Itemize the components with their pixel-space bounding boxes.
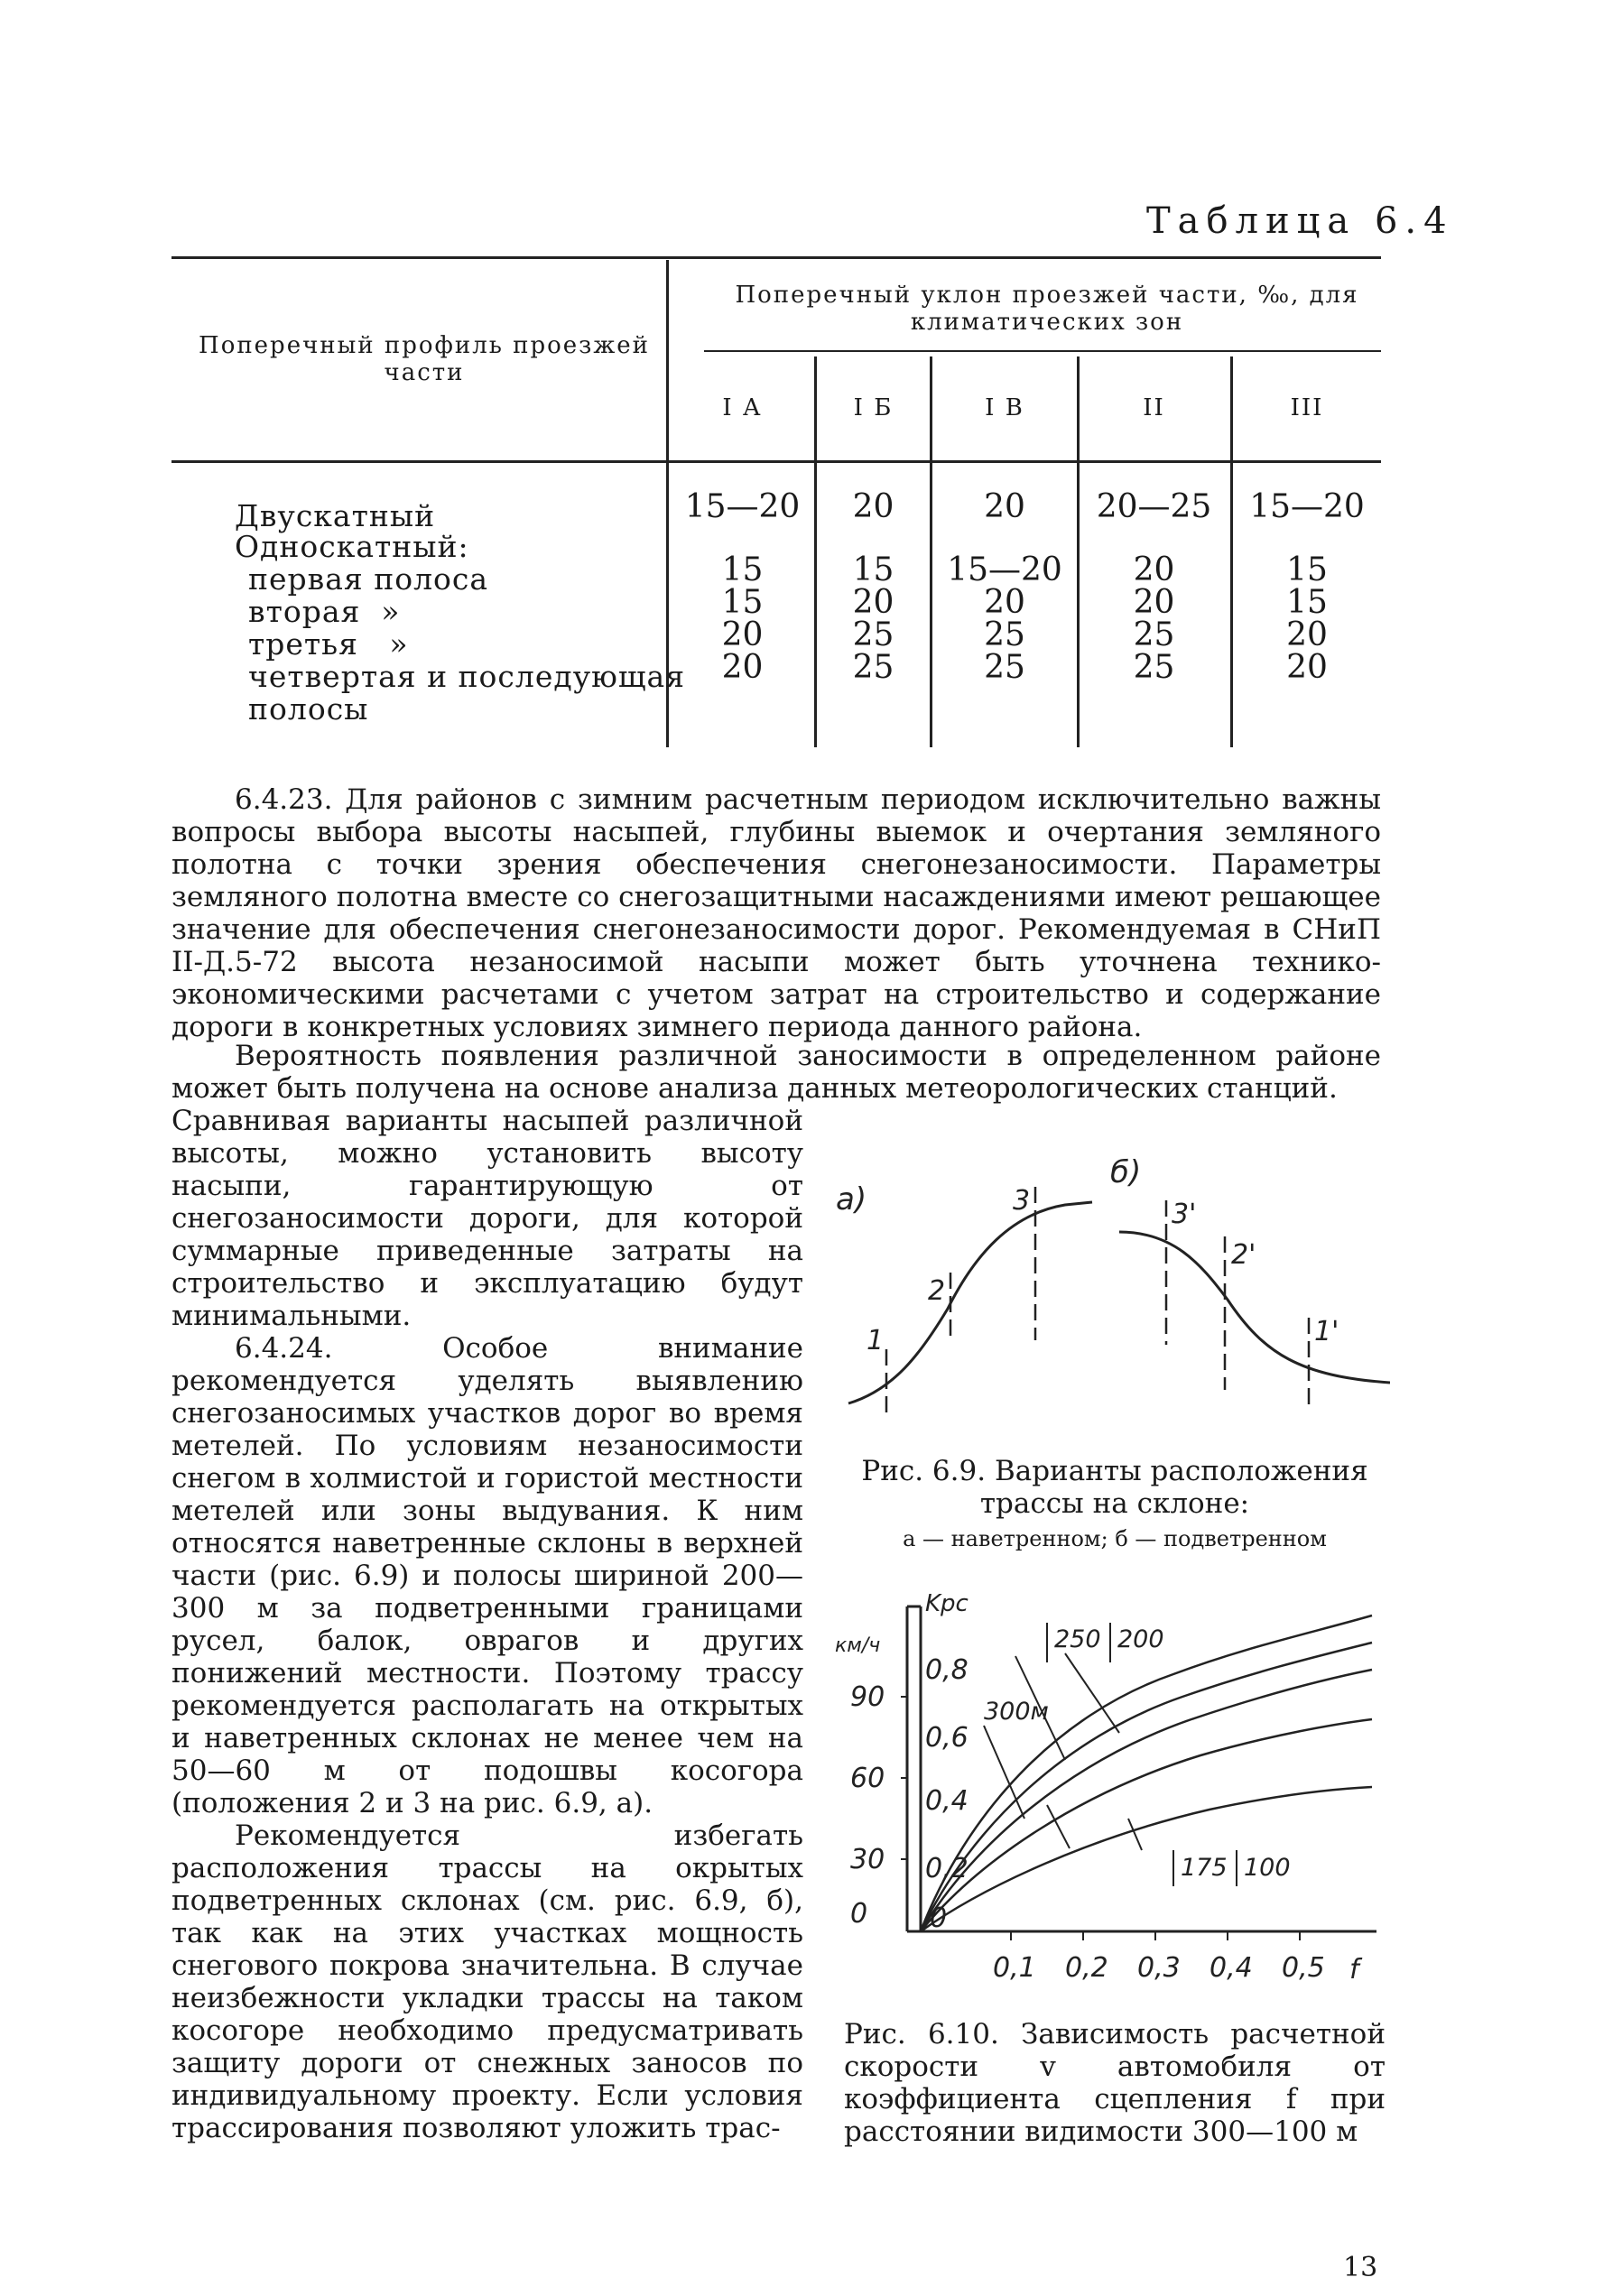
table-cell: 20 <box>984 488 1025 525</box>
paragraph <box>171 783 1381 1043</box>
zone-header: I А <box>722 394 763 421</box>
zone-header: I Б <box>853 394 894 421</box>
y-tick-label: 90 <box>850 1681 885 1713</box>
fig610-caption: Рис. 6.10. Зависимость расчетной скорости v автомобиля от коэффициента сцепления f при расстоянии видимости 300—100 м <box>844 2018 1386 2148</box>
figure-6-9 <box>830 1146 1390 1444</box>
x-tick-label: 0,3 <box>1137 1952 1181 1984</box>
zone-header: III <box>1290 394 1324 421</box>
table-cell: 15—20 <box>947 551 1062 588</box>
table-cell: 20 <box>1133 584 1175 621</box>
table-cell: 25 <box>1133 616 1175 653</box>
y-tick-label: 0 <box>850 1898 868 1930</box>
point-label: 1' <box>1314 1316 1339 1347</box>
figure-6-10 <box>830 1588 1390 1986</box>
table-cell: 15—20 <box>1249 488 1365 525</box>
curve-label: 250 <box>1054 1625 1101 1653</box>
table-cell: 15 <box>852 551 894 588</box>
y-tick-label: 60 <box>850 1763 885 1794</box>
row-label: третья » <box>248 626 409 662</box>
paragraph-text: Рекомендуется избегать расположения трассы на окрытых подветренных склонах (см. рис. 6.9, б), так как на этих участках мощность снегового покрова значительна. В случае неизбежности укладки трассы на таком косогоре необходимо предусматривать защиту дороги от снежных заносов по индивидуальному проекту. Если условия трассирования позволяют уложить трас- <box>171 1819 803 2144</box>
paragraph <box>171 1332 803 1819</box>
x-tick-label: 0,1 <box>993 1952 1036 1984</box>
fig69-caption: Рис. 6.9. Варианты расположения трассы на склоне: <box>861 1455 1368 1520</box>
table-cell: 15 <box>721 551 764 588</box>
paragraph-text: 6.4.24. Особое внимание рекомендуется уделять выявлению снегозаносимых участков дорог во время метелей. По условиям незаносимости снегом в холмистой и гористой местности метелей или зоны выдувания. К ним относятся наветренные склоны в верхней части (рис. 6.9) и полосы шириной 200—300 м за подветренными границами русел, балок, оврагов и других понижений местности. Поэтому трассу рекомендуется располагать на открытых и наветренных склонах не менее чем на 50—60 м от подошвы косогора (положения 2 и 3 на рис. 6.9, а). <box>171 1332 803 1819</box>
table-cell: 20 <box>721 616 764 653</box>
curve-label: 175 <box>1181 1854 1228 1882</box>
curve-100 <box>921 1787 1372 1931</box>
header-profile: Поперечный профиль проезжей части <box>199 332 650 386</box>
table-cell: 20 <box>852 584 894 621</box>
slope-curve-windward <box>848 1202 1092 1403</box>
point-label: 3 <box>1013 1185 1031 1217</box>
zone-header: II <box>1143 394 1165 421</box>
fig69-label-a: а) <box>836 1181 867 1217</box>
y-tick-label-right: 0 <box>930 1903 948 1934</box>
x-tick-label: 0,5 <box>1282 1952 1325 1984</box>
point-label: 2' <box>1231 1239 1256 1271</box>
table-cell: 25 <box>852 616 894 653</box>
paragraph-text: Сравнивая варианты насыпей различной высоты, можно установить высоту насыпи, гарантирующую от снегозаносимости дороги, для которой суммарные приведенные затраты на строительство и эксплуатацию будут минимальными. <box>171 1105 803 1332</box>
table-cell: 25 <box>1133 649 1175 686</box>
table-cell: 20 <box>852 488 894 525</box>
row-label: Двускатный <box>235 498 436 533</box>
table-cell: 15 <box>1286 551 1328 588</box>
table-caption: Таблица 6.4 <box>1146 200 1454 242</box>
table-cell: 15 <box>721 584 764 621</box>
curve-label: 200 <box>1117 1625 1164 1653</box>
page-number: 13 <box>1343 2252 1378 2283</box>
x-tick-label: 0,2 <box>1065 1952 1108 1984</box>
paragraph-text: Вероятность появления различной заносимости в определенном районе может быть получена на основе анализа данных метеорологических станций. <box>171 1040 1381 1105</box>
table-cell: 25 <box>852 649 894 686</box>
point-label: 1 <box>867 1325 885 1356</box>
fig69-subcaption: а — наветренном; б — подветренном <box>903 1526 1327 1551</box>
paragraph <box>171 1819 803 2144</box>
y-unit-right: Kрс <box>925 1590 969 1617</box>
row-label: полосы <box>248 691 369 727</box>
y-unit-left: км/ч <box>835 1634 881 1657</box>
header-slope: Поперечный уклон проезжей части, ‰, для климатических зон <box>735 282 1359 336</box>
table-cell: 20 <box>721 649 764 686</box>
table-cell: 20 <box>1286 649 1328 686</box>
point-label: 2 <box>928 1275 946 1307</box>
table-cell: 25 <box>984 616 1025 653</box>
paragraph <box>171 1040 1381 1105</box>
row-label: вторая » <box>248 594 401 629</box>
table-cell: 15 <box>1286 584 1328 621</box>
row-label: четвертая и последующая <box>248 659 686 694</box>
x-axis-label: f <box>1349 1954 1359 1986</box>
zone-header: I В <box>985 394 1024 421</box>
row-label: Односкатный: <box>235 529 469 564</box>
table-cell: 20 <box>984 584 1025 621</box>
curve-label: 100 <box>1244 1854 1291 1882</box>
table-cell: 20 <box>1133 551 1175 588</box>
row-label: первая полоса <box>248 561 489 597</box>
table-cell: 15—20 <box>684 488 801 525</box>
point-label: 3' <box>1172 1199 1197 1230</box>
table-cell: 20—25 <box>1096 488 1212 525</box>
paragraph-text: 6.4.23. Для районов с зимним расчетным периодом исключительно важны вопросы выбора высоты насыпей, глубины выемок и очертания земляного полотна с точки зрения обеспечения снегонезаносимости. Параметры земляного полотна вместе со снегозащитными насаждениями имеют решающее значение для обеспечения снегонезаносимости дорог. Рекомендуемая в СНиП II-Д.5-72 высота незаносимой насыпи может быть уточнена технико-экономическими расчетами с учетом затрат на строительство и содержание дороги в конкретных условиях зимнего периода данного района. <box>171 783 1381 1043</box>
x-tick-label: 0,4 <box>1210 1952 1253 1984</box>
table-cell: 20 <box>1286 616 1328 653</box>
fig69-label-b: б) <box>1110 1154 1142 1190</box>
y-tick-label-right: 0,4 <box>925 1785 969 1817</box>
y-tick-label: 30 <box>850 1844 885 1875</box>
y-tick-label-right: 0,2 <box>925 1853 969 1884</box>
y-tick-label-right: 0,8 <box>925 1654 969 1686</box>
curve-label: 300м <box>984 1698 1049 1726</box>
paragraph <box>171 1105 803 1332</box>
table-cell: 25 <box>984 649 1025 686</box>
y-tick-label-right: 0,6 <box>925 1722 969 1754</box>
